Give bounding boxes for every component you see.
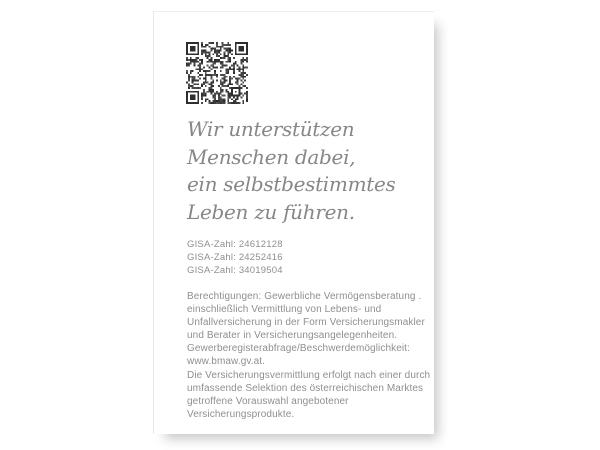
text-line: GISA-Zahl: 24612128	[187, 239, 283, 250]
text-line: Wir unterstützen	[187, 117, 355, 141]
gisa-number-list	[187, 238, 283, 277]
text-line: einschließlich Vermittlung von Lebens- und	[187, 304, 382, 316]
text-line: umfassende Selektion des österreichischen Marktes	[187, 382, 424, 394]
text-line: Die Versicherungsvermittlung erfolgt nach einer durch	[187, 369, 431, 381]
text-line: GISA-Zahl: 34019504	[187, 265, 283, 276]
text-line: Versicherungsprodukte.	[187, 408, 295, 420]
text-line: Berechtigungen: Gewerbliche Vermögensberatung .	[187, 291, 422, 302]
text-line: www.bmaw.gv.at.	[187, 356, 266, 368]
text-line: Gewerberegisterabfrage/Beschwerdemöglichkeit:	[187, 343, 410, 355]
text-line: ein selbstbestimmtes	[187, 172, 396, 196]
text-line: Menschen dabei,	[187, 144, 356, 169]
legal-disclaimer-text	[187, 290, 430, 421]
text-line: GISA-Zahl: 24252416	[187, 252, 283, 263]
qr-code-icon	[186, 42, 248, 104]
text-line: Leben zu führen.	[187, 199, 355, 224]
text-line: und Berater in Versicherungsangelegenheiten.	[187, 330, 398, 342]
text-line: getroffene Vorauswahl angebotener	[187, 395, 349, 407]
headline-text	[187, 116, 395, 226]
flyer-page	[153, 11, 434, 434]
text-line: Unfallversicherung in der Form Versicherungsmakler	[187, 317, 425, 329]
